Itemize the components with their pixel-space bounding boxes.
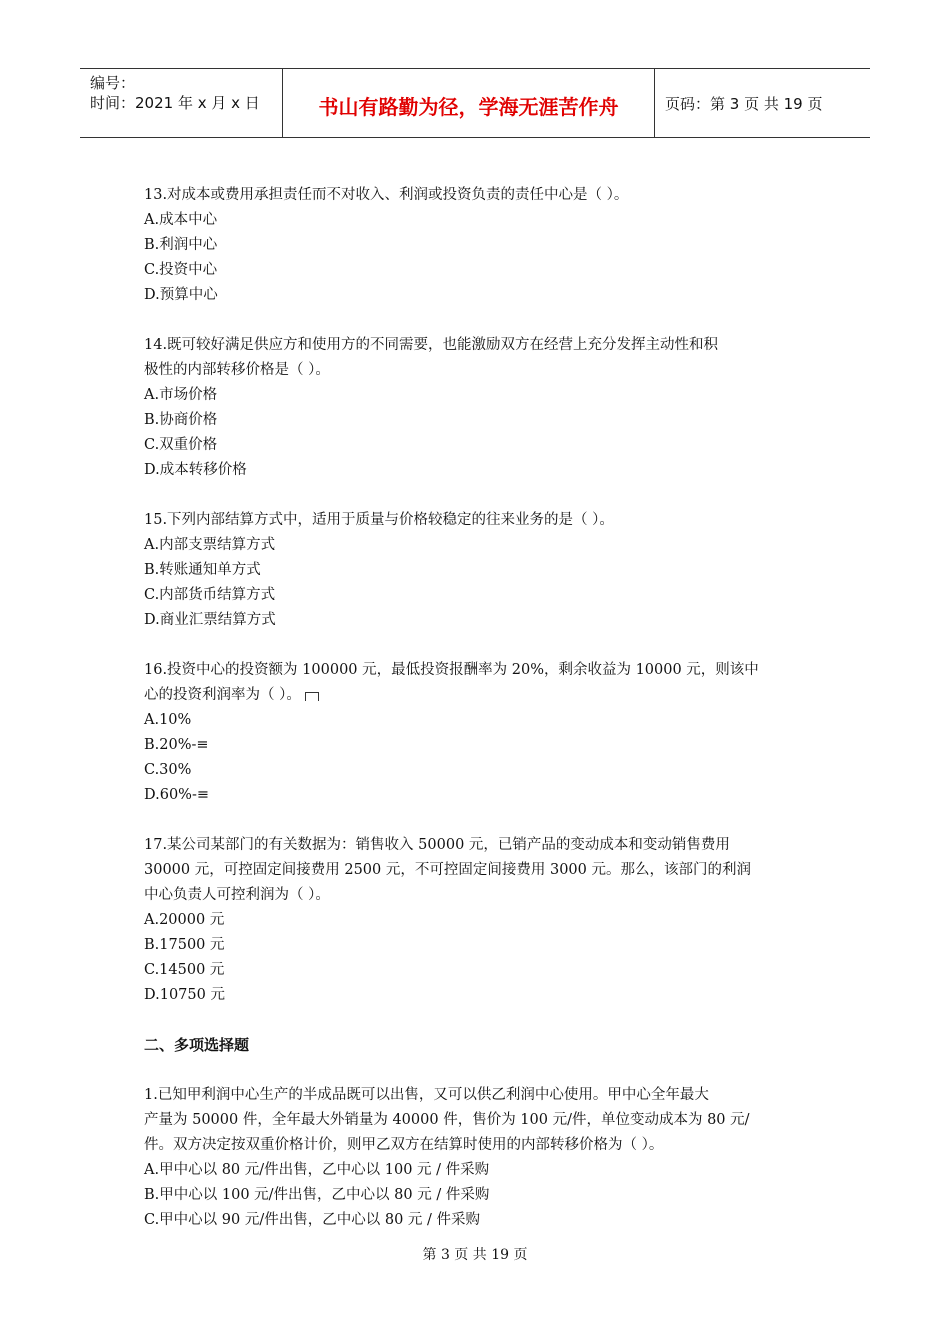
question-stem: 中心负责人可控利润为（ ）。: [144, 887, 330, 903]
question-stem: 30000 元，可控固定间接费用 2500 元，不可控固定间接费用 3000 元。那么，该部门的利润: [144, 862, 751, 878]
option: A.甲中心以 80 元/件出售，乙中心以 100 元 / 件采购: [144, 1162, 490, 1178]
question-stem: 1.已知甲利润中心生产的半成品既可以出售，又可以供乙利润中心使用。甲中心全年最大: [144, 1087, 709, 1103]
option: C.14500 元: [144, 962, 225, 978]
header-meta-cell: [80, 69, 283, 137]
question-stem: 15.下列内部结算方式中，适用于质量与价格较稳定的往来业务的是（ ）。: [144, 512, 614, 528]
document-body: [144, 183, 824, 1233]
question-stem-text: 心的投资利润率为（ ）。: [144, 687, 301, 703]
editing-mark-icon: [305, 692, 319, 701]
option: D.商业汇票结算方式: [144, 612, 276, 628]
option: C.双重价格: [144, 437, 218, 453]
option: D.10750 元: [144, 987, 225, 1003]
header-table: [80, 68, 870, 138]
question-stem: 13.对成本或费用承担责任而不对收入、利润或投资负责的责任中心是（ ）。: [144, 187, 629, 203]
header-motto-cell: [283, 69, 655, 137]
question-17: [144, 833, 824, 1008]
number-label: 编号：: [90, 74, 136, 92]
option: D.60%-≡: [144, 787, 209, 803]
question-15: [144, 508, 824, 633]
question-13: [144, 183, 824, 308]
question-stem: 产量为 50000 件，全年最大外销量为 40000 件，售价为 100 元/件，单位变动成本为 80 元/: [144, 1112, 750, 1128]
section-title: 二、多项选择题: [144, 1036, 250, 1054]
question-stem: 16.投资中心的投资额为 100000 元，最低投资报酬率为 20%，剩余收益为 10000 元，则该中: [144, 662, 759, 678]
question-stem: 极性的内部转移价格是（ ）。: [144, 362, 330, 378]
option: A.市场价格: [144, 387, 218, 403]
option: B.协商价格: [144, 412, 218, 428]
option: C.内部货币结算方式: [144, 587, 276, 603]
header-page-cell: [655, 69, 870, 137]
multi-question-1: [144, 1083, 824, 1233]
option: B.甲中心以 100 元/件出售，乙中心以 80 元 / 件采购: [144, 1187, 490, 1203]
option: B.利润中心: [144, 237, 218, 253]
question-stem: 14.既可较好满足供应方和使用方的不同需要，也能激励双方在经营上充分发挥主动性和积: [144, 337, 719, 353]
option: B.17500 元: [144, 937, 225, 953]
option: B.20%-≡: [144, 737, 209, 753]
option: D.成本转移价格: [144, 462, 247, 478]
question-stem: 件。双方决定按双重价格计价，则甲乙双方在结算时使用的内部转移价格为（ ）。: [144, 1137, 664, 1153]
page-footer: 第 3 页 共 19 页: [422, 1247, 528, 1263]
question-16: [144, 658, 824, 808]
date-label: 时间：2021 年 x 月 x 日: [90, 94, 260, 112]
question-stem: 17.某公司某部门的有关数据为：销售收入 50000 元，已销产品的变动成本和变动销售费用: [144, 837, 730, 853]
option: C.投资中心: [144, 262, 218, 278]
option: B.转账通知单方式: [144, 562, 261, 578]
option: A.20000 元: [144, 912, 225, 928]
page-info: 页码：第 3 页 共 19 页: [665, 95, 823, 113]
option: A.内部支票结算方式: [144, 537, 276, 553]
option: D.预算中心: [144, 287, 218, 303]
option: C.甲中心以 90 元/件出售，乙中心以 80 元 / 件采购: [144, 1212, 481, 1228]
question-stem-line: [144, 683, 824, 708]
motto: 书山有路勤为径，学海无涯苦作舟: [318, 95, 619, 119]
option: A.成本中心: [144, 212, 218, 228]
option: C.30%: [144, 762, 192, 778]
option: A.10%: [144, 712, 192, 728]
question-14: [144, 333, 824, 483]
